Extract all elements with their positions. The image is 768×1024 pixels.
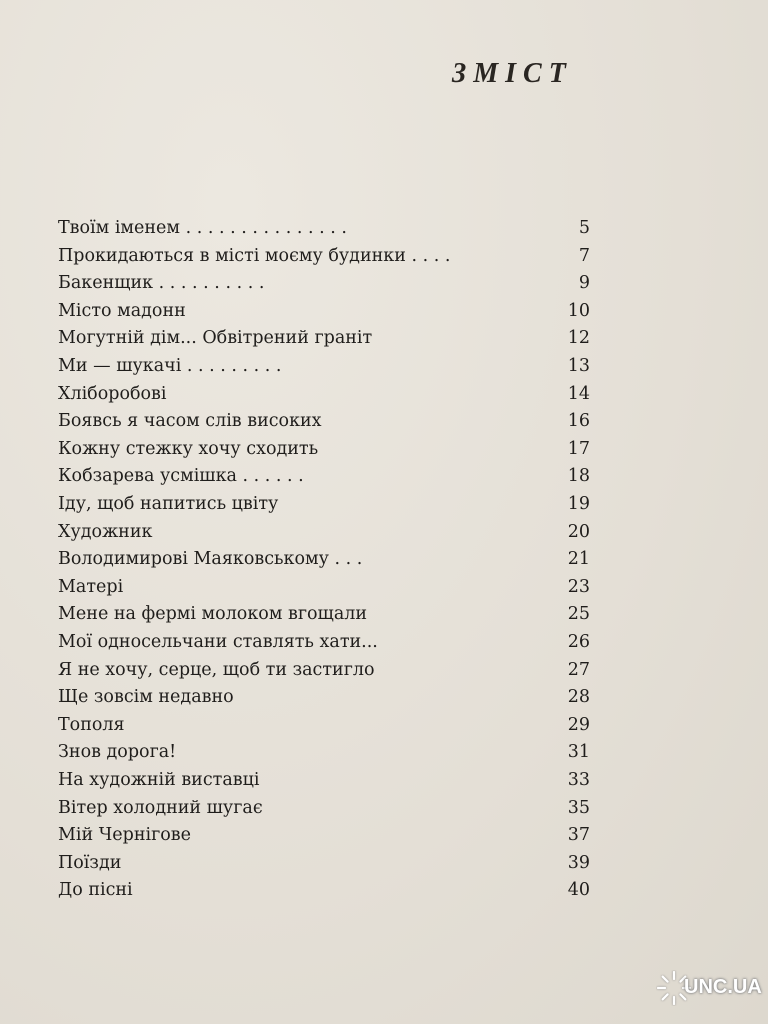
watermark-text: UNC.UA [684, 976, 762, 998]
toc-entry-title: Мій Чернігове [58, 825, 192, 846]
toc-entry [58, 490, 598, 518]
toc-entry-title: Тополя [58, 714, 125, 735]
toc-entry-title: Ми — шукачі . . . . . . . . . [58, 356, 282, 376]
toc-entry-page: 27 [567, 659, 590, 680]
toc-entry-title: Кобзарева усмішка . . . . . . [58, 466, 304, 487]
toc-entry-page: 25 [567, 604, 590, 625]
toc-entry-title: Твоїм іменем . . . . . . . . . . . . . . . [58, 218, 347, 238]
toc-entry-title: Іду, щоб напитись цвіту [58, 494, 279, 514]
toc-entry-page: 19 [567, 494, 590, 514]
toc-entry [58, 600, 598, 628]
toc-entry [58, 380, 598, 408]
toc-entry [58, 545, 598, 573]
toc-entry-title: Художник [58, 521, 153, 542]
toc-entry-page: 7 [578, 245, 590, 266]
toc-entry-page: 9 [578, 273, 590, 294]
toc-entry-title: Могутній дім... Обвітрений граніт [58, 328, 373, 349]
toc-entry [58, 518, 598, 546]
toc-entry [58, 573, 598, 601]
watermark [656, 968, 766, 1008]
page-title: ЗМІСТ [452, 58, 573, 89]
toc-entry-title: Матері [58, 576, 124, 597]
toc-entry-page: 18 [567, 466, 590, 487]
toc-entry [58, 766, 598, 794]
toc-entry-page: 10 [567, 300, 590, 321]
toc-entry [58, 242, 598, 270]
toc-entry-title: Кожну стежку хочу сходить [58, 438, 319, 459]
toc-entry-page: 21 [567, 549, 590, 570]
toc-entry [58, 352, 598, 380]
toc-entry-page: 20 [567, 521, 590, 542]
toc-entry-page: 37 [567, 825, 590, 846]
toc-entry-page: 14 [567, 383, 590, 404]
toc-entry-page: 23 [567, 576, 590, 597]
toc-entry [58, 683, 598, 711]
toc-entry [58, 821, 598, 849]
toc-entry-title: На художній виставці [58, 770, 260, 790]
toc-entry [58, 269, 598, 297]
toc-entry-page: 31 [567, 742, 590, 763]
toc-entry-title: Вітер холодний шугає [58, 797, 263, 818]
toc-entry-page: 26 [567, 632, 590, 652]
toc-entry [58, 407, 598, 435]
toc-entry-page: 33 [567, 770, 590, 790]
toc-entry-page: 35 [567, 797, 590, 818]
toc-entry-title: Знов дорога! [58, 742, 177, 763]
toc-entry [58, 324, 598, 352]
toc-entry-title: Прокидаються в місті моєму будинки . . . . [58, 245, 451, 266]
toc-entry [58, 297, 598, 325]
toc-entry-page: 16 [567, 411, 590, 432]
toc-entry-title: Я не хочу, серце, щоб ти застигло [58, 659, 375, 680]
toc-entry-title: До пісні [58, 880, 133, 901]
toc-entry [58, 849, 598, 877]
toc-entry-page: 17 [567, 438, 590, 459]
toc-entry-page: 28 [567, 687, 590, 708]
toc-entry [58, 794, 598, 822]
toc-entry [58, 876, 598, 904]
toc-entry-page: 5 [578, 218, 590, 238]
toc-entry-title: Мене на фермі молоком вгощали [58, 604, 368, 625]
toc-entry [58, 738, 598, 766]
toc-entry-title: Бакенщик . . . . . . . . . . [58, 273, 265, 294]
toc-entry-page: 39 [567, 852, 590, 873]
toc-entry [58, 214, 598, 242]
toc-entry [58, 435, 598, 463]
toc-entry-title: Мої односельчани ставлять хати... [58, 632, 378, 652]
toc-entry-title: Місто мадонн [58, 300, 186, 321]
toc-entry-page: 40 [567, 880, 590, 901]
toc-entry-title: Володимирові Маяковському . . . [58, 549, 363, 570]
toc-entry [58, 656, 598, 684]
toc-entry-page: 29 [567, 714, 590, 735]
toc-entry-page: 12 [567, 328, 590, 349]
toc-entry-title: Ще зовсім недавно [58, 687, 234, 708]
toc-entry-page: 13 [567, 356, 590, 376]
toc-entry [58, 628, 598, 656]
toc-entry-title: Хліборобові [58, 383, 167, 404]
toc-entry-title: Боявсь я часом слів високих [58, 411, 322, 432]
toc-entry [58, 711, 598, 739]
toc-entry [58, 462, 598, 490]
toc-entry-title: Поїзди [58, 852, 122, 873]
